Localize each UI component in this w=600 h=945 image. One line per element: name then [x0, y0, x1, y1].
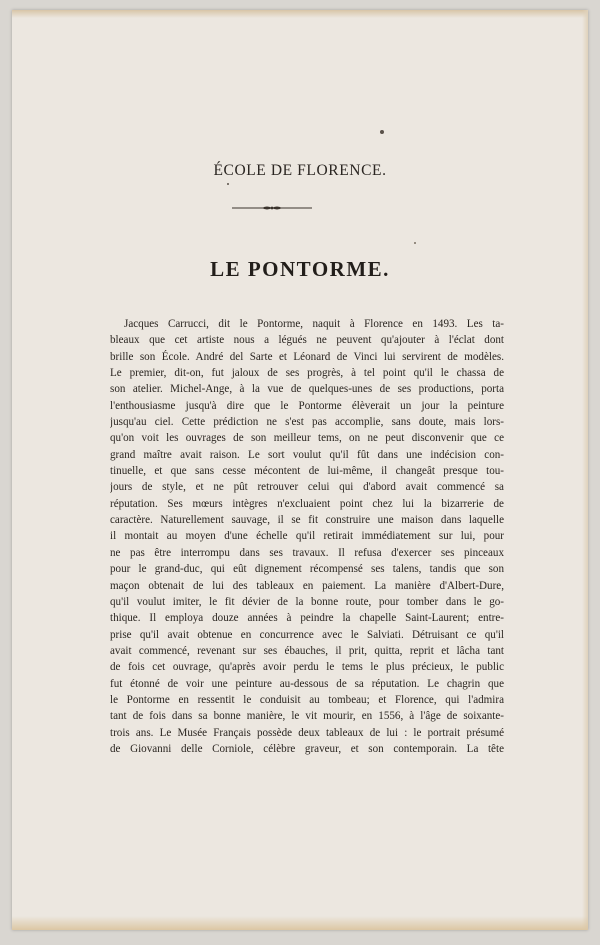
text-line: ne pas être interrompu dans ses travaux. Il refusa d'exercer ses pinceaux [110, 546, 504, 559]
text-line: qu'il voulut imiter, le fit dévier de la bonne route, pour tomber dans le go- [110, 595, 504, 608]
text-line: brille son École. André del Sarte et Léonard de Vinci lui servirent de modèles. [110, 350, 504, 363]
text-line: Le premier, dit-on, fut jaloux de ses progrès, à tel point qu'il le chassa de [110, 367, 504, 380]
book-page [12, 10, 588, 930]
text-line: le Pontorme en ressentit le conduisit au tombeau; et Florence, qui l'admira [110, 693, 504, 706]
text-line: Jacques Carrucci, dit le Pontorme, naquit à Florence en 1493. Les ta- [124, 318, 504, 330]
text-line: réputation. Ses mœurs intègres n'excluaient point chez lui la bizarrerie de [110, 497, 504, 510]
body-text [110, 316, 504, 757]
text-line: son atelier. Michel-Ange, à la vue de quelques-unes de ses productions, porta [110, 383, 504, 396]
text-line: tinuelle, et que sans cesse mécontent de lui-même, il changeât presque tou- [110, 465, 504, 478]
text-line: thique. Il employa douze années à peindre la chapelle Saint-Laurent; entre- [110, 612, 504, 625]
text-line: trois ans. Le Musée Français possède deux tableaux de lui : le portrait présumé [110, 726, 504, 739]
text-line: fut étonné de voir une peinture au-dessous de sa réputation. Le chagrin que [110, 677, 504, 690]
page-title: LE PONTORME. [210, 257, 390, 281]
ink-spot [414, 242, 416, 244]
text-line: tant de fois dans sa bonne manière, le vit mourir, en 1556, à l'âge de soixante- [110, 710, 504, 723]
text-line: jusqu'au ciel. Cette prédiction ne s'est pas accomplie, sans doute, mais lors- [110, 416, 504, 429]
page-edge-top [12, 10, 588, 18]
text-line: jours de style, et ne pût retrouver celui qui d'abord avait commencé sa [110, 481, 504, 494]
page-edge-bottom [12, 916, 588, 930]
text-line: prise qu'il avait obtenue en concurrence avec le Salviati. Détruisant ce qu'il [110, 628, 504, 641]
text-line: maçon obtenait de lui des tableaux en paiement. La manière d'Albert-Dure, [110, 579, 504, 592]
text-line: l'enthousiasme jusqu'à dire que le Pontorme élèverait un jour la peinture [110, 399, 504, 412]
page-edge-right [582, 10, 588, 930]
text-line: pour le grand-duc, qui eût dignement récompensé ses talens, tandis que son [110, 563, 504, 576]
text-line: bleaux que cet artiste nous a légués ne peuvent qu'ajouter à l'éclat dont [110, 334, 504, 347]
ornamental-rule-icon [232, 204, 312, 212]
text-line: il montait au moyen d'une échelle qu'il retirait immédiatement sur lui, pour [110, 530, 504, 543]
ink-spot [380, 130, 384, 134]
text-line: caractère. Naturellement sauvage, il se fit construire une maison dans laquelle [110, 514, 504, 527]
text-line: de fois cet ouvrage, qu'après avoir perdu le tems le plus précieux, le public [110, 661, 504, 674]
text-line: de Giovanni delle Corniole, célèbre graveur, et son contemporain. La tête [110, 742, 504, 755]
ink-spot [227, 183, 229, 185]
text-line: grand maître avait raison. Le sort voulut qu'il fût dans une indécision con- [110, 448, 504, 461]
school-heading: ÉCOLE DE FLORENCE. [213, 162, 387, 179]
text-line: avait commencé, revenant sur ses ébauches, il prit, quitta, reprit et lâcha tant [110, 644, 504, 657]
text-line: qu'on voit les ouvrages de son meilleur tems, on ne peut disconvenir que ce [110, 432, 504, 445]
